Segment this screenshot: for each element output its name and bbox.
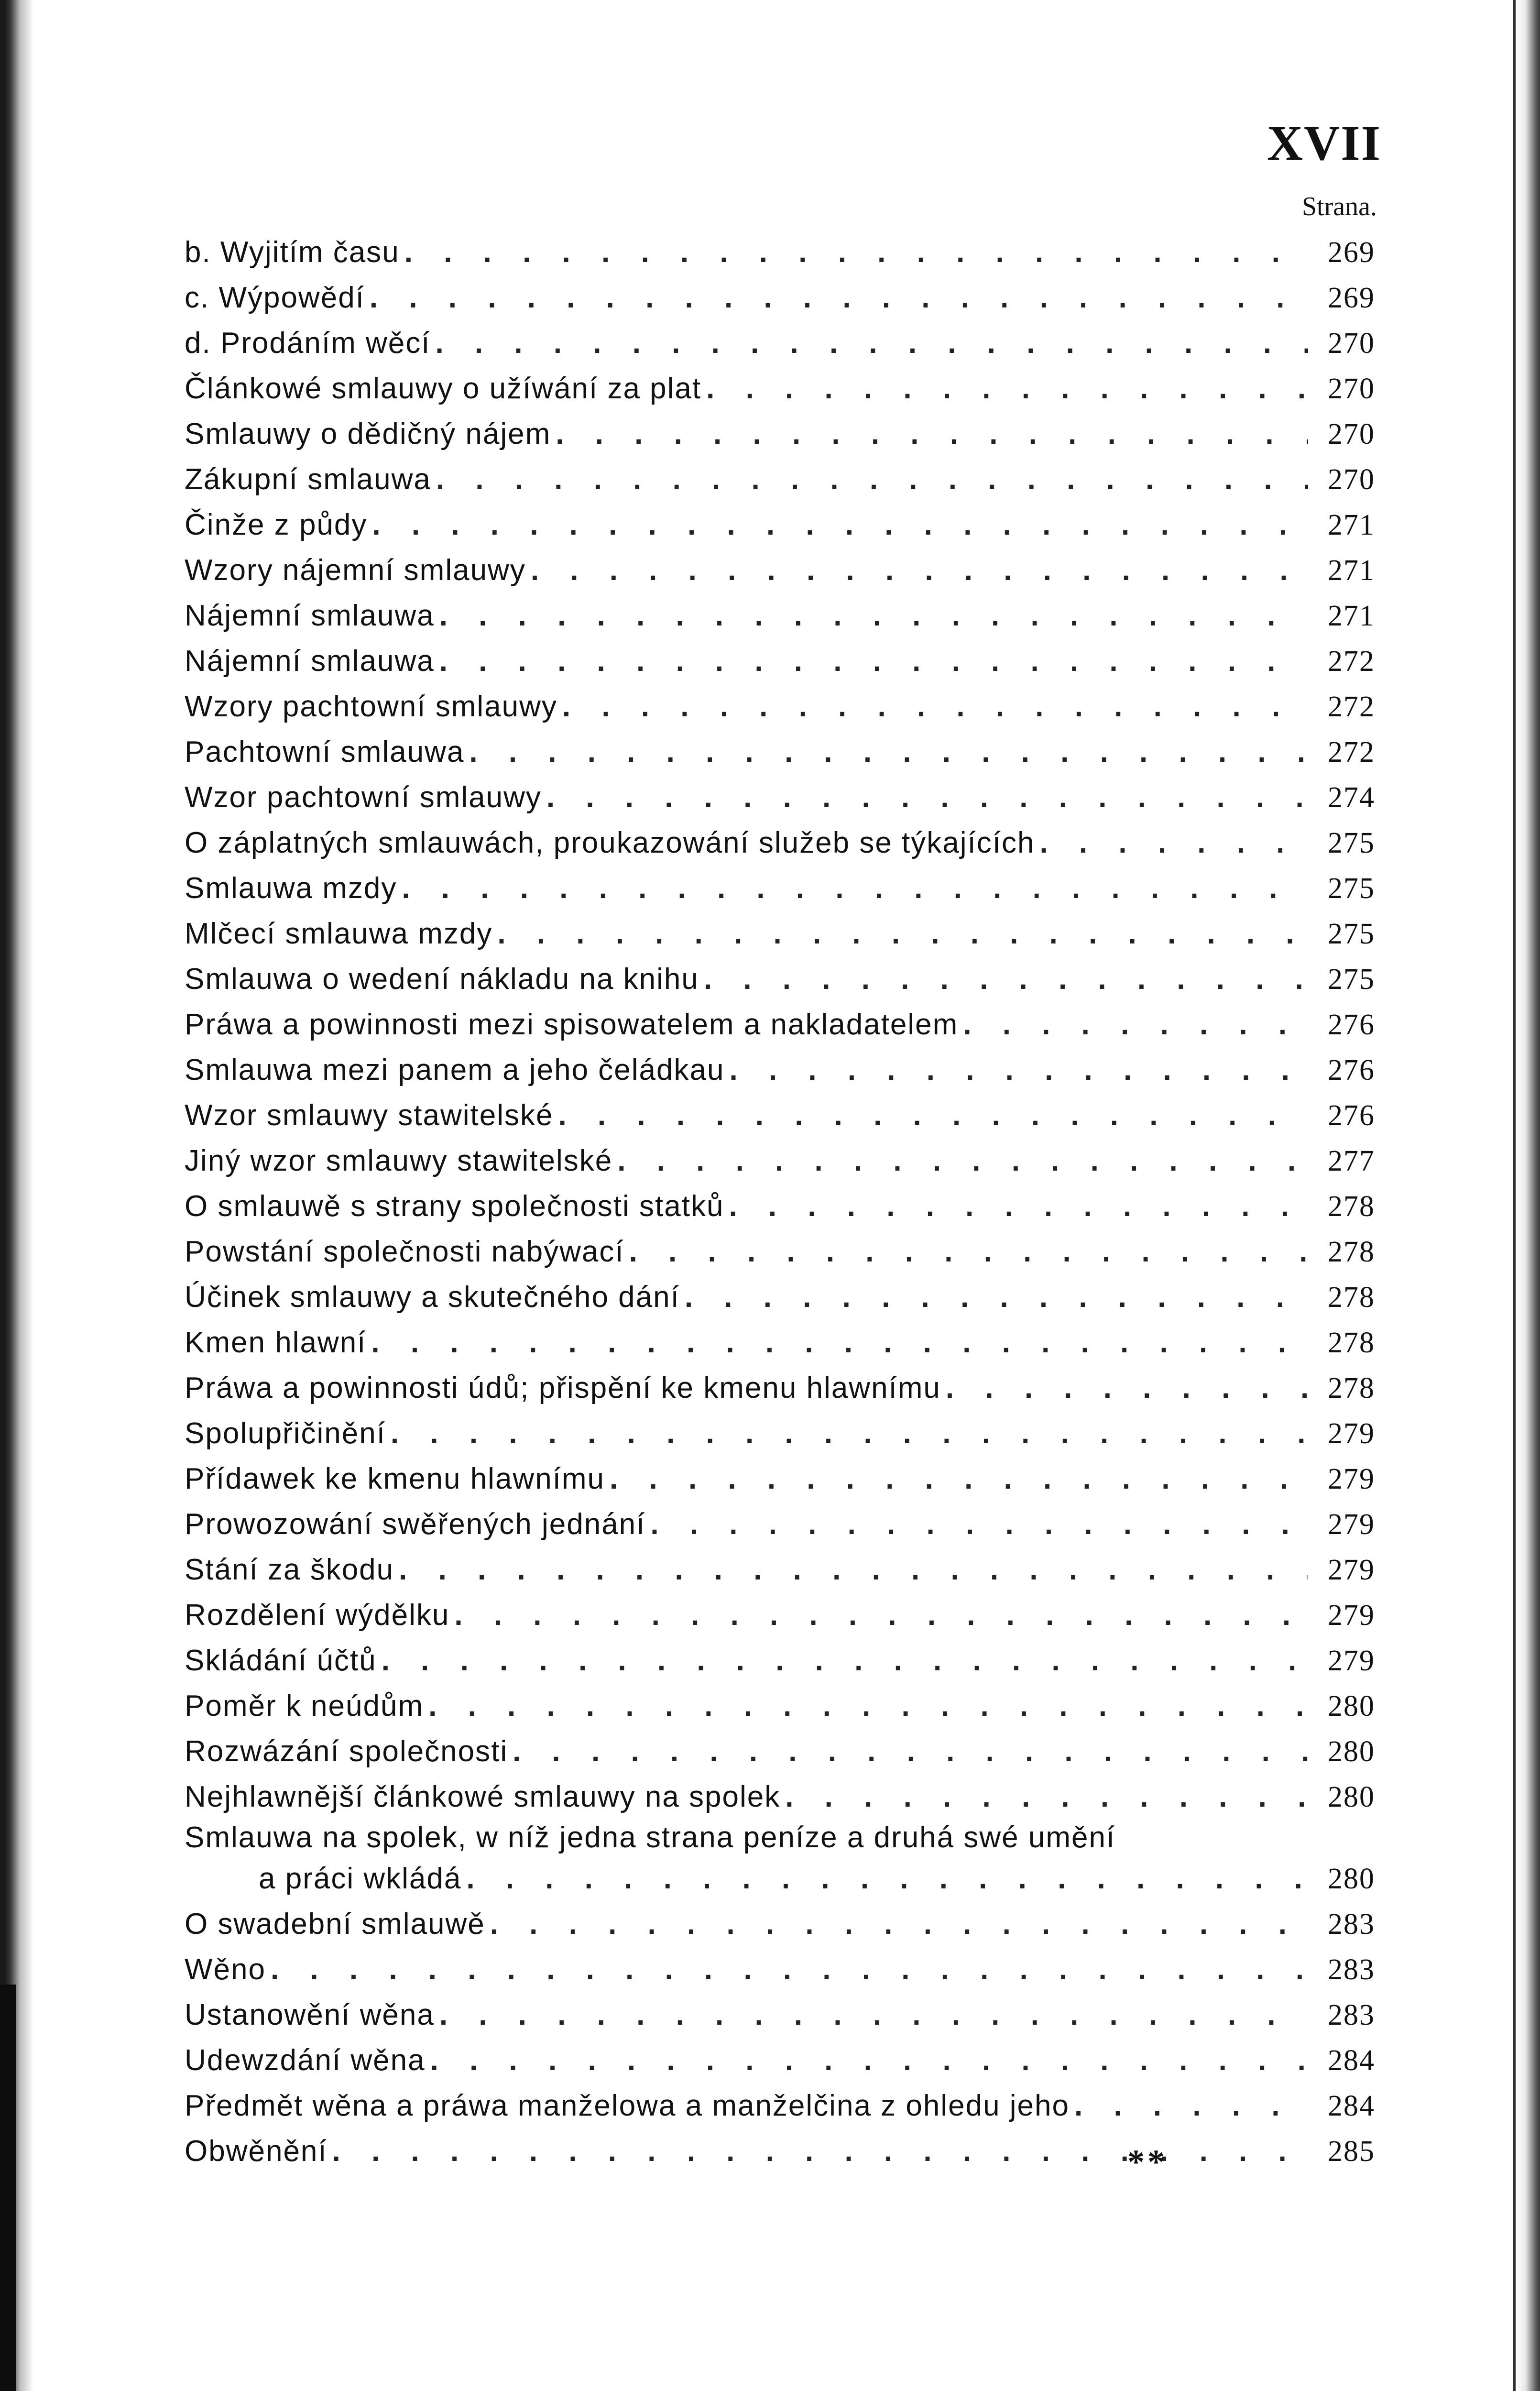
toc-entry-page: 270 (1328, 418, 1375, 450)
toc-entry-title: Činže z půdy (185, 508, 368, 541)
dot-leader (271, 1947, 1308, 1992)
toc-entry-title: Udewzdání wěna (185, 2044, 426, 2077)
toc-entry (185, 911, 1375, 956)
toc-entry-page: 270 (1328, 373, 1375, 405)
toc-entry (185, 502, 1375, 548)
toc-entry-title: Účinek smlauwy a skutečného dání (185, 1281, 680, 1314)
toc-entry-page: 275 (1328, 963, 1375, 996)
toc-entry-page: 274 (1328, 781, 1375, 814)
toc-entry (185, 275, 1375, 320)
toc-entry-page: 270 (1328, 463, 1375, 496)
toc-entry-title: Rozwázání společnosti (185, 1735, 508, 1768)
dot-leader (402, 866, 1308, 911)
toc-entry-title: Mlčecí smlauwa mzdy (185, 917, 493, 950)
dot-leader (435, 320, 1308, 366)
toc-entry-page: 279 (1328, 1463, 1375, 1495)
toc-entry-title: b. Wyjitím času (185, 236, 400, 269)
toc-entry (185, 593, 1375, 638)
dot-leader (439, 1992, 1308, 2038)
dot-leader (704, 956, 1308, 1002)
toc-entry (185, 1229, 1375, 1274)
toc-entry (185, 548, 1375, 593)
toc-entry-title: Prowozowání swěřených jednání (185, 1508, 646, 1541)
toc-entry (185, 1274, 1375, 1320)
toc-entry-page: 276 (1328, 1009, 1375, 1041)
toc-entry-page: 276 (1328, 1099, 1375, 1132)
dot-leader (706, 366, 1308, 411)
toc-entry-title: Článkowé smlauwy o užíwání za plat (185, 372, 702, 405)
toc-entry-page: 278 (1328, 1190, 1375, 1223)
dot-leader (1074, 2083, 1308, 2128)
toc-entry-page: 278 (1328, 1327, 1375, 1359)
toc-entry-page: 280 (1328, 1781, 1375, 1813)
dot-leader (617, 1138, 1308, 1184)
toc-entry (185, 320, 1375, 366)
dot-leader (610, 1456, 1308, 1502)
toc-entry-page: 279 (1328, 1599, 1375, 1632)
dot-leader (490, 1901, 1308, 1947)
dot-leader (436, 457, 1308, 502)
toc-entry-page: 270 (1328, 327, 1375, 360)
toc-entry-title: Wzor pachtowní smlauwy (185, 781, 542, 814)
toc-entry (185, 820, 1375, 866)
page-column-label: Strana. (1301, 192, 1377, 221)
dot-leader (469, 729, 1308, 775)
dot-leader (1039, 820, 1308, 866)
toc-entry-page: 279 (1328, 1417, 1375, 1450)
toc-entry-page: 276 (1328, 1054, 1375, 1086)
toc-entry (185, 1992, 1375, 2038)
toc-entry-page: 278 (1328, 1281, 1375, 1314)
dot-leader (404, 230, 1308, 275)
toc-entry (185, 2128, 1375, 2174)
toc-entry (185, 1047, 1375, 1093)
toc-entry (185, 1729, 1375, 1774)
dot-leader (391, 1411, 1308, 1456)
dot-leader (439, 638, 1308, 684)
toc-entry-page: 271 (1328, 509, 1375, 541)
dot-leader (439, 593, 1308, 638)
toc-entry (185, 684, 1375, 729)
toc-entry (185, 1411, 1375, 1456)
toc-entry-title: Smlauwa mezi panem a jeho čeládkau (185, 1053, 725, 1086)
toc-entry-title: O swadební smlauwě (185, 1908, 485, 1941)
dot-leader (497, 911, 1308, 956)
dot-leader (729, 1047, 1308, 1093)
dot-leader (399, 1547, 1308, 1592)
table-of-contents (185, 230, 1375, 2174)
toc-entry-page: 271 (1328, 554, 1375, 587)
toc-entry (185, 2083, 1375, 2128)
toc-entry (185, 1820, 1375, 1856)
toc-entry (185, 956, 1375, 1002)
toc-entry (185, 1638, 1375, 1683)
dot-leader (562, 684, 1308, 729)
toc-entry (185, 2038, 1375, 2083)
toc-entry-page: 278 (1328, 1372, 1375, 1404)
toc-entry-page: 279 (1328, 1645, 1375, 1677)
toc-entry (185, 1683, 1375, 1729)
toc-entry (185, 1947, 1375, 1992)
toc-entry-title: Rozdělení wýdělku (185, 1599, 450, 1632)
toc-entry (185, 411, 1375, 457)
toc-entry-page: 279 (1328, 1508, 1375, 1541)
toc-entry (185, 1592, 1375, 1638)
dot-leader (466, 1856, 1308, 1901)
toc-entry (185, 1184, 1375, 1229)
dot-leader (531, 548, 1308, 593)
toc-entry-page: 283 (1328, 1908, 1375, 1941)
toc-entry (185, 1901, 1375, 1947)
dot-leader (556, 411, 1308, 457)
toc-entry-title: O záplatných smlauwách, proukazowání služeb se týkajících (185, 826, 1035, 859)
toc-entry-title: Pachtowní smlauwa (185, 735, 465, 768)
toc-entry-title: Práwa a powinnosti údů; přispění ke kmenu hlawnímu (185, 1371, 941, 1404)
toc-entry-title: Skládání účtů (185, 1644, 377, 1677)
dot-leader (372, 502, 1308, 548)
dot-leader (454, 1592, 1308, 1638)
toc-entry-title: d. Prodáním wěcí (185, 327, 431, 360)
toc-entry-page: 283 (1328, 1953, 1375, 1986)
dot-leader (685, 1274, 1308, 1320)
dot-leader (513, 1729, 1308, 1774)
toc-entry-title: Spolupřičinění (185, 1417, 386, 1450)
toc-entry (185, 457, 1375, 502)
dot-leader (371, 1320, 1308, 1365)
dot-leader (785, 1774, 1308, 1820)
toc-entry-page: 269 (1328, 282, 1375, 314)
toc-entry (185, 1320, 1375, 1365)
toc-entry (185, 1502, 1375, 1547)
toc-entry-title: Stání za škodu (185, 1553, 394, 1586)
signature-mark: ** (1127, 2143, 1168, 2181)
dot-leader (729, 1184, 1308, 1229)
page-numeral: XVII (1267, 116, 1382, 171)
toc-entry (185, 1365, 1375, 1411)
toc-entry (185, 1774, 1375, 1820)
toc-entry-title: O smlauwě s strany společnosti statků (185, 1190, 724, 1223)
toc-entry-page: 271 (1328, 600, 1375, 632)
toc-entry (185, 1547, 1375, 1592)
toc-entry-title: c. Wýpowědí (185, 281, 365, 314)
toc-entry-page: 278 (1328, 1236, 1375, 1268)
toc-entry-page: 284 (1328, 2090, 1375, 2122)
toc-entry-title: Smlauwa o wedení nákladu na knihu (185, 963, 699, 996)
toc-entry-page: 280 (1328, 1735, 1375, 1768)
toc-entry-title: Wzor smlauwy stawitelské (185, 1099, 554, 1132)
page-right-edge-shadow (1517, 0, 1540, 2391)
toc-entry (185, 1856, 1375, 1901)
dot-leader (946, 1365, 1308, 1411)
toc-entry-title: Nájemní smlauwa (185, 645, 435, 678)
toc-entry-title: Zákupní smlauwa (185, 463, 431, 496)
toc-entry-title: Obwěnění (185, 2135, 328, 2168)
toc-entry (185, 1002, 1375, 1047)
toc-entry-page: 275 (1328, 918, 1375, 950)
toc-entry-title: Smlauwy o dědičný nájem (185, 417, 551, 450)
toc-entry-title: Ustanowění wěna (185, 1998, 435, 2031)
toc-entry-page: 280 (1328, 1690, 1375, 1722)
dot-leader (650, 1502, 1308, 1547)
toc-entry-page: 285 (1328, 2135, 1375, 2168)
toc-entry-title: a práci wkládá (259, 1862, 462, 1895)
toc-entry-page: 275 (1328, 827, 1375, 859)
toc-entry-title: Kmen hlawní (185, 1326, 367, 1359)
toc-entry-page: 277 (1328, 1145, 1375, 1177)
dot-leader (428, 1683, 1308, 1729)
dot-leader (430, 2038, 1308, 2083)
toc-entry (185, 638, 1375, 684)
toc-entry-page: 280 (1328, 1863, 1375, 1895)
toc-entry (185, 729, 1375, 775)
toc-entry-title: Powstání společnosti nabýwací (185, 1235, 624, 1268)
dot-leader (382, 1638, 1308, 1683)
dot-leader (558, 1093, 1308, 1138)
toc-entry-title: Poměr k neúdům (185, 1689, 424, 1722)
page-right-edge-line (1513, 0, 1516, 2391)
dot-leader (546, 775, 1308, 820)
toc-entry-title: Wzory nájemní smlauwy (185, 554, 526, 587)
toc-entry (185, 1093, 1375, 1138)
toc-entry-page: 275 (1328, 872, 1375, 905)
toc-entry-title: Přídawek ke kmenu hlawnímu (185, 1462, 605, 1495)
toc-entry-page: 284 (1328, 2044, 1375, 2077)
toc-entry-title: Předmět wěna a práwa manželowa a manželčina z ohledu jeho (185, 2089, 1070, 2122)
toc-entry-title: Nájemní smlauwa (185, 599, 435, 632)
toc-entry-page: 272 (1328, 645, 1375, 678)
toc-entry-page: 283 (1328, 1999, 1375, 2031)
toc-entry-page: 272 (1328, 736, 1375, 768)
toc-entry-page: 279 (1328, 1554, 1375, 1586)
toc-entry-page: 269 (1328, 236, 1375, 269)
toc-entry-title: Wzory pachtowní smlauwy (185, 690, 557, 723)
book-binding-dark-edge (0, 1985, 16, 2391)
toc-entry (185, 1138, 1375, 1184)
toc-entry-page: 272 (1328, 691, 1375, 723)
toc-entry (185, 366, 1375, 411)
dot-leader (370, 275, 1308, 320)
toc-entry-title: Práwa a powinnosti mezi spisowatelem a nakladatelem (185, 1008, 959, 1041)
toc-entry (185, 866, 1375, 911)
toc-entry-title: Nejhlawnější článkowé smlauwy na spolek (185, 1780, 781, 1813)
toc-entry (185, 775, 1375, 820)
toc-entry-title: Jiný wzor smlauwy stawitelské (185, 1144, 613, 1177)
toc-entry-title: Smlauwa mzdy (185, 872, 397, 905)
dot-leader (963, 1002, 1308, 1047)
toc-entry-title: Smlauwa na spolek, w níž jedna strana peníze a druhá swé umění (185, 1821, 1116, 1854)
toc-entry (185, 230, 1375, 275)
toc-entry-title: Wěno (185, 1953, 266, 1986)
toc-entry (185, 1456, 1375, 1502)
dot-leader (629, 1229, 1308, 1274)
